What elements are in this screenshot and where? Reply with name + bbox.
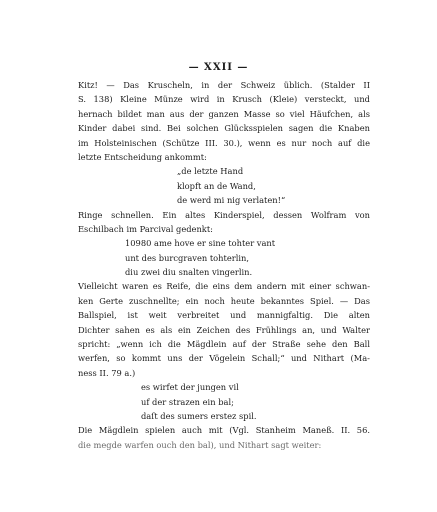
text-line: ness II. 79 a.)	[78, 367, 136, 378]
text-line: 10980 ame hove er sine tohter vant	[125, 238, 276, 249]
text-line: ken Gerte zuschnellte; ein noch heute bekanntes Spiel. — Das	[78, 295, 370, 306]
text-line: Dichter sahen es als ein Zeichen des Frühlings an, und Walter	[78, 324, 370, 335]
text-line: Eschilbach im Parcival gedenkt:	[78, 223, 213, 234]
text-line: Die Mägdlein spielen auch mit (Vgl. Stanheim Maneß. II. 56.	[78, 425, 370, 436]
text-line: es wirfet der jungen vil	[141, 382, 239, 393]
page-header: — XXII —	[188, 62, 249, 73]
text-line: klopft an de Wand,	[177, 180, 256, 191]
text-line: hernach bildet man aus der ganzen Masse so viel Häufchen, als	[78, 108, 370, 119]
text-line: werfen, so kommt uns der Vögelein Schall;“ und Nithart (Ma-	[78, 353, 370, 364]
text-line: S. 138) Kleine Münze wird in Krusch (Kleie) versteckt, und	[78, 94, 370, 105]
text-line: uf der strazen ein bal;	[141, 396, 234, 407]
text-line: letzte Entscheidung ankommt:	[78, 151, 207, 162]
text-line: Vielleicht waren es Reife, die eins dem andern mit einer schwan-	[78, 281, 370, 292]
text-line: de werd mi nig verlaten!“	[177, 195, 286, 206]
text-line: diu zwei diu snalten vingerlin.	[125, 267, 253, 278]
text-line: Ringe schnellen. Ein altes Kinderspiel, dessen Wolfram von	[78, 209, 370, 220]
text-line: die megde warfen ouch den bal), und Nithart sagt weiter:	[78, 439, 322, 450]
text-line: im Holsteinischen (Schütze III. 30.), wenn es nur noch auf die	[78, 137, 370, 148]
text-line: Kitz! — Das Kruscheln, in der Schweiz üblich. (Stalder II	[78, 80, 370, 90]
text-line: „de letzte Hand	[177, 166, 244, 177]
page-body	[78, 78, 370, 452]
text-line: unt des burcgraven tohterlin,	[125, 252, 250, 263]
text-line: spricht: „wenn ich die Mägdlein auf der Straße sehe den Ball	[78, 339, 370, 350]
text-line: Kinder dabei sind. Bei solchen Glücksspielen sagen die Knaben	[78, 123, 370, 134]
text-line: Ballspiel, ist weit verbreitet und mannigfaltig. Die alten	[78, 310, 370, 321]
text-line: daſt des sumers erstez spil.	[141, 410, 257, 421]
